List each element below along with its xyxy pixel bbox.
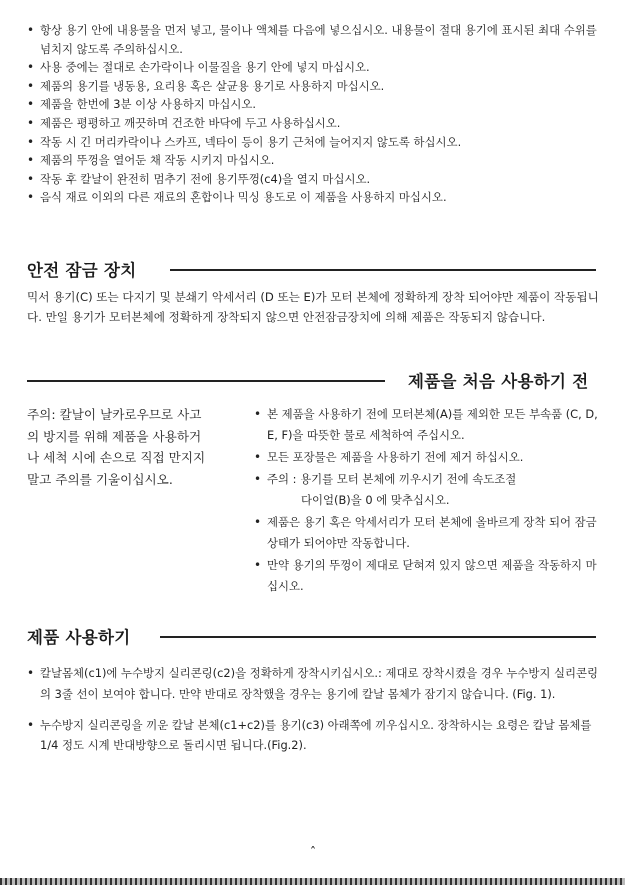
preparation-item	[254, 469, 604, 511]
before-first-use-heading: 제품을 처음 사용하기 전	[408, 372, 589, 391]
safety-lock-body: 믹서 용기(C) 또는 다지기 및 분쇄기 악세서리 (D 또는 E)가 모터 본체에 정확하게 장착 되어야만 제품이 작동됩니다. 만일 용기가 모터본체에 정확하게 장착되지 않으면 안전잠금장치에 의해 제품은 작동되지 않습니다.	[27, 290, 599, 324]
bottom-edge-strip	[0, 878, 625, 885]
preparation-item: • 본 제품을 사용하기 전에 모터본체(A)를 제외한 모든 부속품 (C, D, E, F)을 따뜻한 물로 세척하여 주십시오.	[254, 404, 604, 446]
warnings-list	[27, 21, 602, 207]
page-number-mark: ˆ	[309, 846, 317, 861]
usage-list	[27, 663, 602, 766]
warning-item: • 제품의 용기를 냉동용, 요리용 혹은 살균용 용기로 사용하지 마십시오.	[27, 77, 602, 96]
caution-note: 주의: 칼날이 날카로우므로 사고의 방지를 위해 제품을 사용하거나 세척 시에 손으로 직접 만지지 말고 주의를 기울이십시오.	[27, 407, 206, 487]
preparation-item-continuation: 다이얼(B)을 0 에 맞추십시오.	[301, 493, 450, 507]
safety-lock-heading: 안전 잠금 장치	[27, 261, 137, 280]
usage-item: • 칼날몸체(c1)에 누수방지 실리콘링(c2)을 정확하게 장착시키십시오.: 제대로 장착시켰을 경우 누수방지 실리콘링의 3줄 선이 보여야 합니다. 만약 반대로 장착했을 경우는 용기에 칼날 몸체가 잠기지 않습니다. (Fig. 1).	[27, 663, 602, 705]
warning-item: • 제품을 한번에 3분 이상 사용하지 마십시오.	[27, 95, 602, 114]
warning-item: • 작동 후 칼날이 완전히 멈추기 전에 용기뚜껑(c4)을 열지 마십시오.	[27, 170, 602, 189]
preparation-item: • 만약 용기의 뚜껑이 제대로 닫혀져 있지 않으면 제품을 작동하지 마십시오.	[254, 555, 604, 597]
section-rule	[27, 380, 385, 382]
usage-item: • 누수방지 실리콘링을 끼운 칼날 본체(c1+c2)를 용기(c3) 아래쪽에 끼우십시오. 장착하시는 요령은 칼날 몸체를 1/4 정도 시계 반대방향으로 돌리시면 됩니다.(Fig.2).	[27, 715, 602, 757]
section-rule	[170, 269, 596, 271]
warning-item: • 항상 용기 안에 내용물을 먼저 넣고, 물이나 액체를 다음에 넣으십시오. 내용물이 절대 용기에 표시된 최대 수위를 넘치지 않도록 주의하십시오.	[27, 21, 602, 58]
warning-item: • 음식 재료 이외의 다른 재료의 혼합이나 믹싱 용도로 이 제품을 사용하지 마십시오.	[27, 188, 602, 207]
warning-item: • 제품의 뚜껑을 열어둔 채 작동 시키지 마십시오.	[27, 151, 602, 170]
preparation-item: • 제품은 용기 혹은 악세서리가 모터 본체에 올바르게 장착 되어 잠금상태가 되어야만 작동합니다.	[254, 512, 604, 554]
preparation-item: • 모든 포장물은 제품을 사용하기 전에 제거 하십시오.	[254, 447, 604, 468]
warning-item: • 제품은 평평하고 깨끗하며 건조한 바닥에 두고 사용하십시오.	[27, 114, 602, 133]
preparation-list	[254, 404, 604, 598]
warning-item: • 작동 시 긴 머리카락이나 스카프, 넥타이 등이 용기 근처에 늘어지지 않도록 하십시오.	[27, 133, 602, 152]
preparation-item-text: 주의 : 용기를 모터 본체에 끼우시기 전에 속도조절	[267, 472, 517, 486]
usage-heading: 제품 사용하기	[27, 628, 131, 647]
warning-item: • 사용 중에는 절대로 손가락이나 이물질을 용기 안에 넣지 마십시오.	[27, 58, 602, 77]
section-rule	[160, 636, 596, 638]
